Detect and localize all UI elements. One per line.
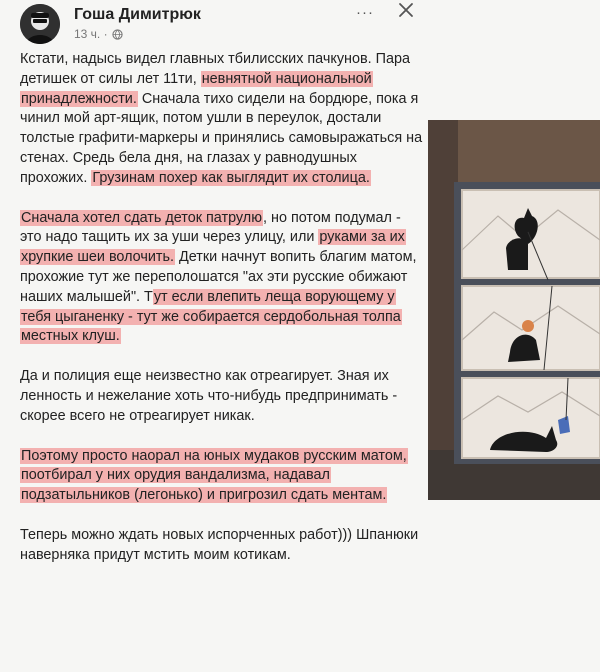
post-paragraph [20,367,425,426]
post-meta [74,27,123,41]
post-paragraph [20,447,425,506]
globe-icon [112,29,123,40]
post-paragraph [20,526,425,566]
post-text-segment: Теперь можно ждать новых испорченных работ))) Шпанюки наверняка придут мстить моим котикам. [20,526,419,563]
post-timestamp[interactable]: 13 ч. · [74,27,108,41]
post-body [20,50,425,566]
highlighted-text-segment: Грузинам похер как выглядит их столица. [92,169,370,186]
cat-artwork-image [428,120,600,500]
post-text-segment: Сначала тихо сидели на бордюре, пока я чинил мой арт-ящик, потом ушли в переулок, достали толстые графити-маркеры и принялись самовыражаться на стенах. Средь бела дня, на глазах у равнодушных прохожих. [20,90,423,186]
highlighted-text-segment: руками за их хрупкие шеи волочить. [21,229,405,266]
post-text-segment: Да и полиция еще неизвестно как отреагирует. Зная их ленность и нежелание хоть что-нибудь предпринимать - скорее всего не отреагирует никак. [20,368,398,424]
attached-photo[interactable] [428,120,600,500]
post-header [18,0,418,50]
highlighted-text-segment: ут если влепить леща ворующему у тебя цыганенку - тут же собирается сердобольная толпа местных клуш. [21,288,401,345]
avatar[interactable] [20,4,60,44]
highlighted-text-segment: Поэтому просто наорал на юных мудаков русским матом, поотбирал у них орудия вандализма, надавал подзатыльников (легонько) и пригрозил сдать ментам. [21,447,407,504]
author-name[interactable]: Гоша Димитрюк [74,6,201,23]
post-text-segment: , но потом подумал - это надо тащить их за уши через улицу, или [20,209,401,246]
close-icon[interactable] [396,0,416,20]
avatar-image [20,4,60,44]
ellipsis-icon[interactable]: ··· [356,4,374,21]
highlighted-text-segment: Сначала хотел сдать деток патрулю [21,209,262,226]
post-paragraph [20,209,425,348]
post-text-segment: Кстати, надысь видел главных тбилисских пачкунов. Пара детишек от силы лет 11ти, [20,51,410,87]
highlighted-text-segment: невнятной национальной принадлежности. [21,70,372,107]
post-text-segment: Детки начнут вопить благим матом, прохожие тут же переполошатся "ах эти русские обижают наших малышей". Т [20,249,417,305]
post-paragraph [20,50,425,189]
